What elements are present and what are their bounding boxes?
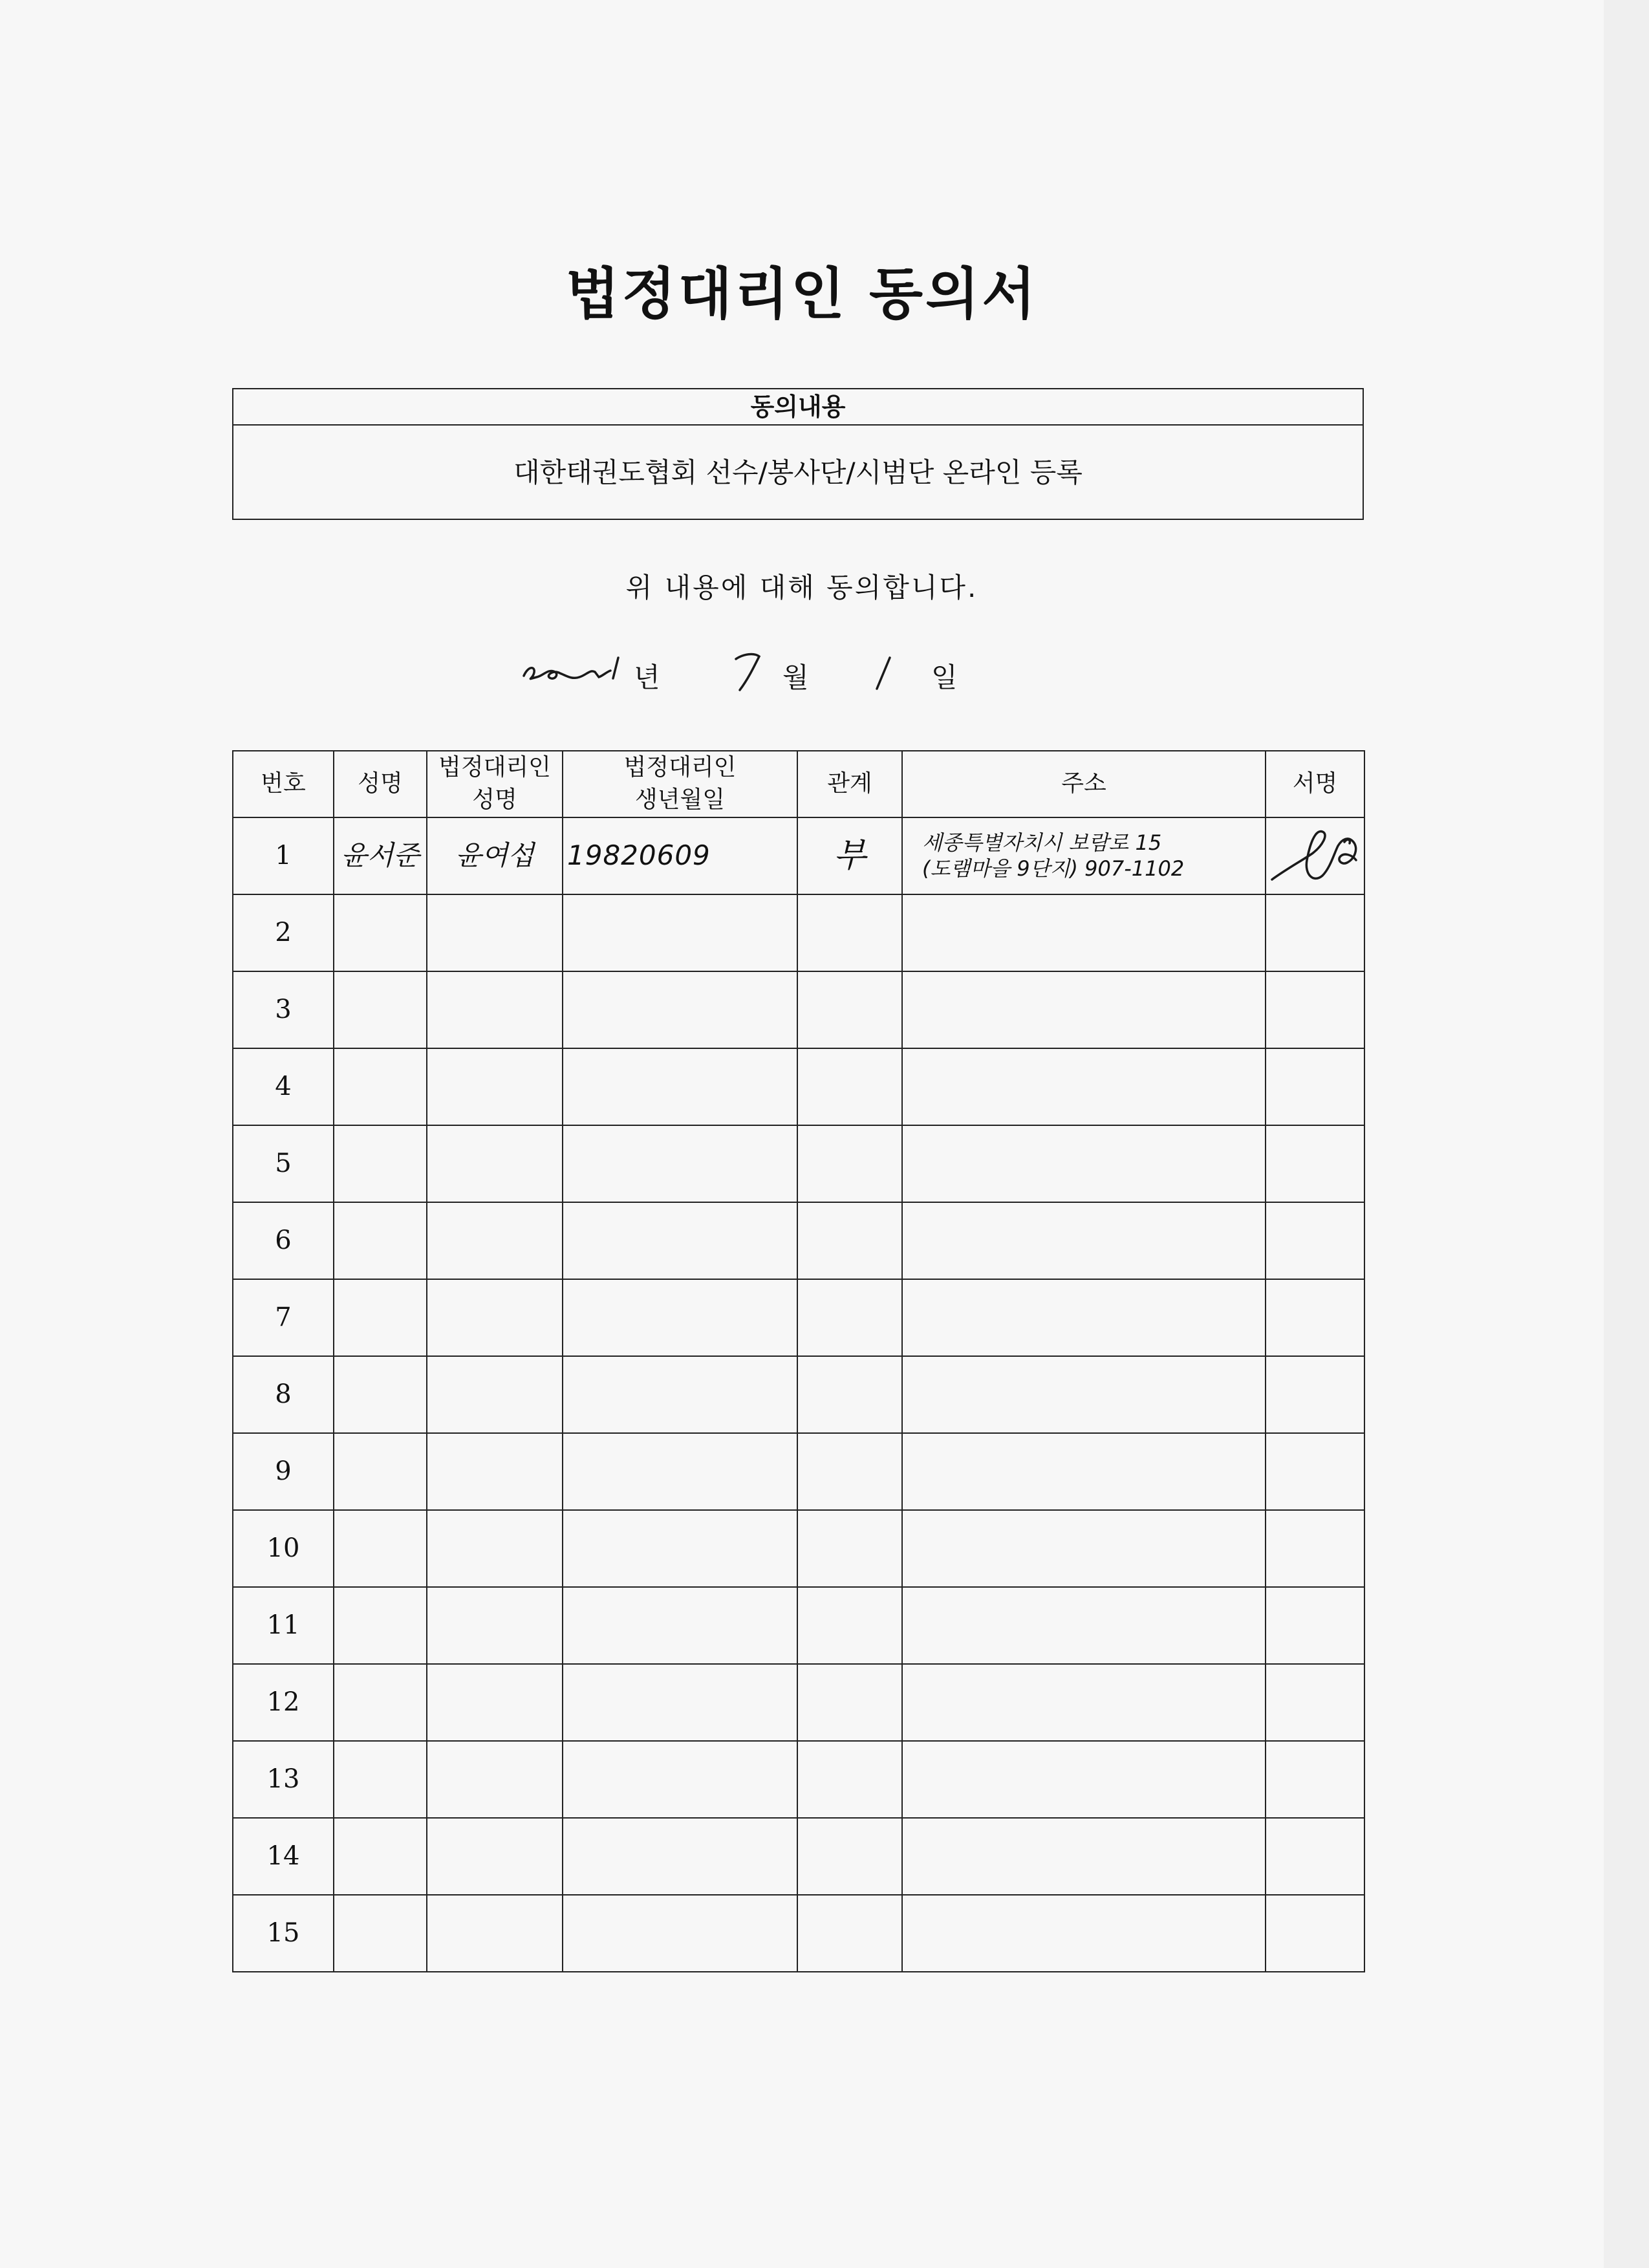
handwritten-name: 윤서준	[334, 817, 427, 894]
header-guardian-birth-line2: 생년월일	[634, 786, 726, 814]
handwritten-signature	[1267, 820, 1364, 891]
document-title: 법정대리인 동의서	[565, 262, 1039, 327]
table-row	[233, 1587, 1364, 1664]
table-row	[233, 1741, 1364, 1818]
table-row	[233, 817, 1364, 894]
row-number: 1	[233, 817, 334, 894]
row-number: 2	[233, 894, 334, 971]
header-address: 주소	[902, 751, 1266, 817]
table-row	[233, 1433, 1364, 1510]
signature-cell	[1266, 817, 1364, 894]
header-guardian-birth	[563, 751, 797, 817]
consent-text: 대한태권도협회 선수/봉사단/시범단 온라인 등록	[513, 457, 1083, 488]
table-row	[233, 894, 1364, 971]
row-number: 14	[233, 1818, 334, 1895]
header-guardian-name-line1: 법정대리인	[438, 754, 551, 781]
header-name: 성명	[334, 751, 427, 817]
row-number: 13	[233, 1741, 334, 1818]
handwritten-relation: 부	[797, 817, 902, 894]
table-row	[233, 1202, 1364, 1279]
row-number: 15	[233, 1895, 334, 1972]
row-number: 4	[233, 1048, 334, 1125]
table-row	[233, 1818, 1364, 1895]
row-number: 7	[233, 1279, 334, 1356]
agreement-statement: 위 내용에 대해 동의합니다.	[625, 572, 978, 603]
table-row	[233, 1279, 1364, 1356]
date-row	[504, 650, 996, 695]
header-number: 번호	[233, 751, 334, 817]
handwritten-guardian-name: 윤여섭	[427, 817, 563, 894]
day-unit: 일	[931, 662, 958, 693]
consent-header: 동의내용	[233, 389, 1363, 426]
table-row	[233, 1125, 1364, 1202]
header-relation: 관계	[797, 751, 902, 817]
table-row	[233, 1664, 1364, 1741]
year-unit: 년	[634, 662, 660, 693]
header-signature: 서명	[1266, 751, 1364, 817]
row-number: 10	[233, 1510, 334, 1587]
handwritten-guardian-birth: 19820609	[563, 817, 797, 894]
table-row	[233, 1895, 1364, 1972]
row-number: 11	[233, 1587, 334, 1664]
row-number: 5	[233, 1125, 334, 1202]
guardian-table	[232, 750, 1365, 1972]
handwritten-address	[902, 817, 1266, 894]
month-unit: 월	[782, 662, 809, 693]
row-number: 6	[233, 1202, 334, 1279]
header-guardian-birth-line1: 법정대리인	[623, 754, 737, 781]
table-header-row	[233, 751, 1364, 817]
row-number: 8	[233, 1356, 334, 1433]
header-guardian-name-line2: 성명	[472, 786, 517, 814]
consent-box	[232, 388, 1364, 520]
table-row	[233, 1510, 1364, 1587]
handwritten-month	[731, 650, 770, 695]
table-row	[233, 1048, 1364, 1125]
row-number: 3	[233, 971, 334, 1048]
handwritten-day	[867, 650, 899, 695]
address-line2: (도램마을 9단지) 907-1102	[922, 856, 1185, 881]
row-number: 12	[233, 1664, 334, 1741]
row-number: 9	[233, 1433, 334, 1510]
table-row	[233, 971, 1364, 1048]
address-line1: 세종특별자치시 보람로 15	[922, 830, 1162, 856]
table-row	[233, 1356, 1364, 1433]
header-guardian-name	[427, 751, 563, 817]
handwritten-year	[517, 650, 627, 689]
